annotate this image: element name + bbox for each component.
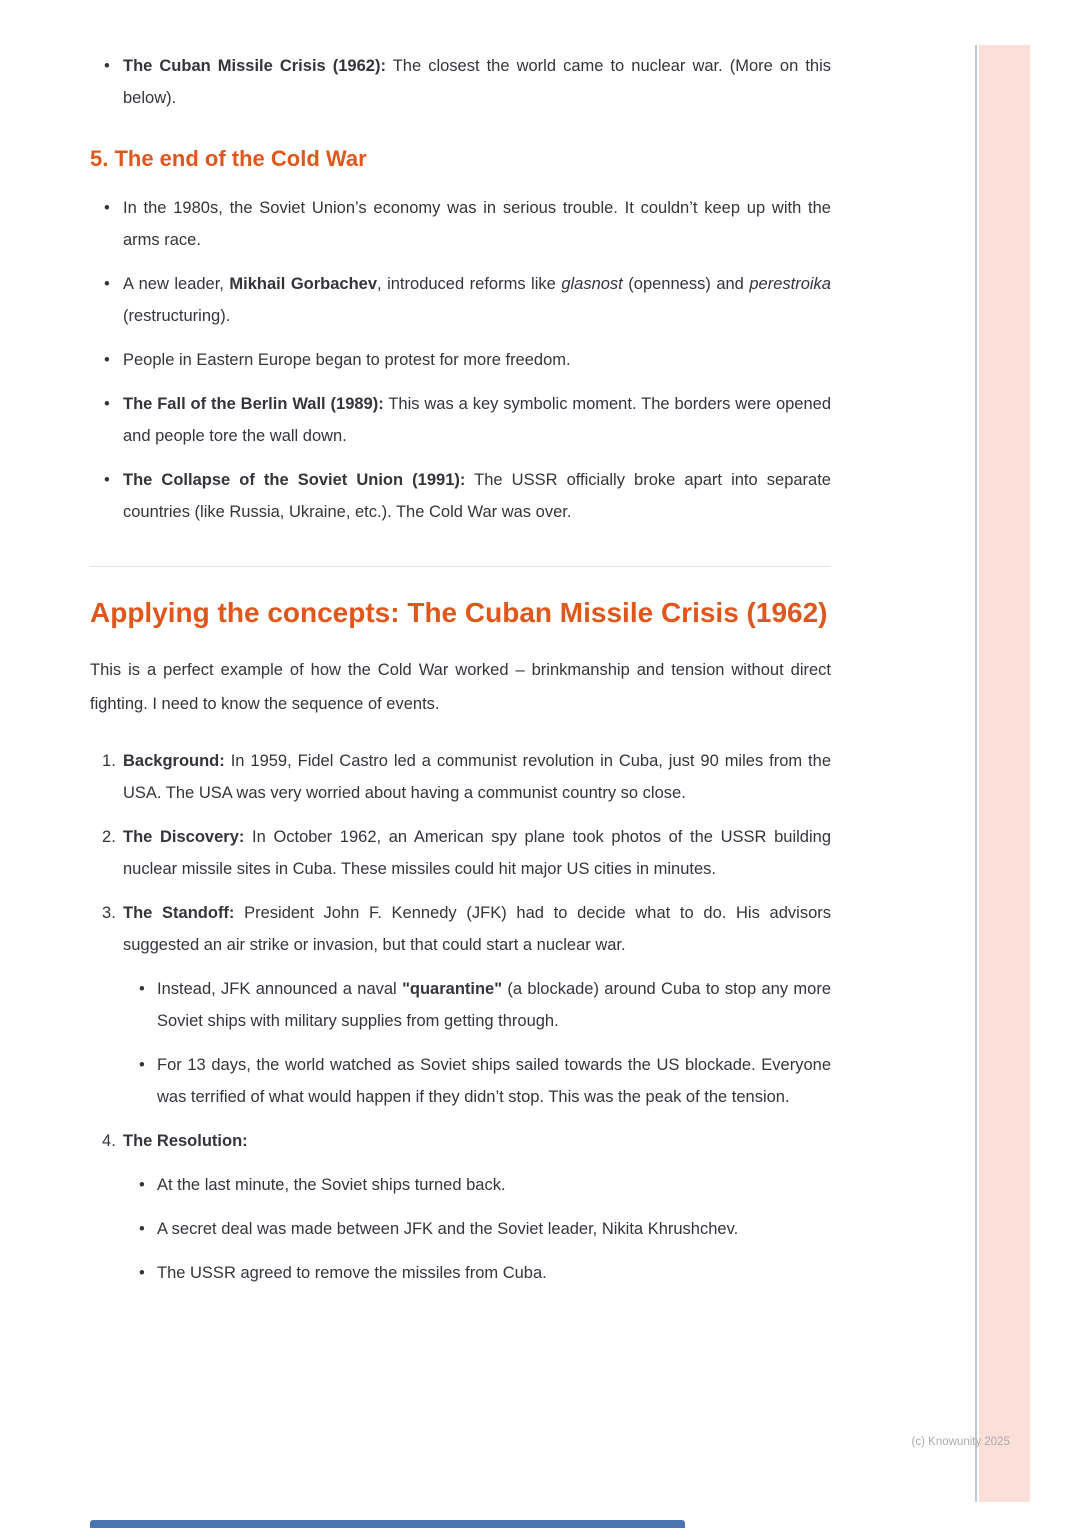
- bullet-text: The Cuban Missile Crisis (1962): The closest the world came to nuclear war. (More on this below).: [123, 57, 831, 107]
- bullet-text: Instead, JFK announced a naval "quarantine" (a blockade) around Cuba to stop any more Soviet ships with military supplies from getting through.: [157, 980, 832, 1030]
- resolution-sub-list: [123, 1169, 831, 1289]
- numbered-item-standoff: [90, 897, 831, 1113]
- list-item: [90, 50, 831, 114]
- numbered-item-text: The Standoff: President John F. Kennedy (JFK) had to decide what to do. His advisors suggested an air strike or invasion, but that could start a nuclear war.: [123, 904, 831, 954]
- bullet-text: A secret deal was made between JFK and the Soviet leader, Nikita Khrushchev.: [157, 1220, 739, 1238]
- bullet-text: The USSR agreed to remove the missiles from Cuba.: [157, 1264, 547, 1282]
- section-divider: [90, 566, 831, 567]
- bullet-text: For 13 days, the world watched as Soviet ships sailed towards the US blockade. Everyone was terrified of what would happen if they didn’t stop. This was the peak of the tension.: [157, 1056, 831, 1106]
- numbered-item-resolution: [90, 1125, 831, 1289]
- list-item: [123, 1169, 831, 1201]
- section-5-list: [90, 192, 831, 528]
- sequence-of-events-list: [90, 745, 831, 1289]
- bullet-text: In the 1980s, the Soviet Union’s economy was in serious trouble. It couldn’t keep up with the arms race.: [123, 199, 831, 249]
- list-item: [123, 1213, 831, 1245]
- list-item: [123, 1257, 831, 1289]
- intro-bullet-list: [90, 50, 831, 114]
- numbered-item-text: Background: In 1959, Fidel Castro led a communist revolution in Cuba, just 90 miles from the USA. The USA was very worried about having a communist country so close.: [123, 752, 831, 802]
- bullet-text: The Fall of the Berlin Wall (1989): This was a key symbolic moment. The borders were opened and people tore the wall down.: [123, 395, 832, 445]
- list-item: [90, 344, 831, 376]
- list-item: [90, 464, 831, 528]
- bullet-text: At the last minute, the Soviet ships turned back.: [157, 1176, 506, 1194]
- bottom-blue-bar: [90, 1520, 685, 1528]
- numbered-item-text: The Discovery: In October 1962, an American spy plane took photos of the USSR building nuclear missile sites in Cuba. These missiles could hit major US cities in minutes.: [123, 828, 831, 878]
- section-5-heading: 5. The end of the Cold War: [90, 146, 367, 171]
- numbered-item-background: [90, 745, 831, 809]
- list-item: [90, 192, 831, 256]
- right-pink-strip: [979, 45, 1030, 1502]
- notes-content: [90, 0, 831, 1301]
- numbered-item-text: The Resolution:: [123, 1132, 248, 1150]
- list-item: [90, 388, 831, 452]
- standoff-sub-list: [123, 973, 831, 1113]
- bullet-text: People in Eastern Europe began to protest for more freedom.: [123, 351, 571, 369]
- numbered-item-discovery: [90, 821, 831, 885]
- right-rail-line: [975, 45, 977, 1502]
- intro-paragraph: This is a perfect example of how the Cold War worked – brinkmanship and tension without direct fighting. I need to know the sequence of events.: [90, 661, 831, 713]
- bullet-text: The Collapse of the Soviet Union (1991): The USSR officially broke apart into separate countries (like Russia, Ukraine, etc.). The Cold War was over.: [123, 471, 831, 521]
- list-item: [90, 268, 831, 332]
- bullet-text: A new leader, Mikhail Gorbachev, introduced reforms like glasnost (openness) and perestroika (restructuring).: [123, 275, 831, 325]
- list-item: [123, 1049, 831, 1113]
- applying-concepts-heading: Applying the concepts: The Cuban Missile Crisis (1962): [90, 597, 828, 628]
- footer-copyright: (c) Knowunity 2025: [911, 1436, 1010, 1448]
- list-item: [123, 973, 831, 1037]
